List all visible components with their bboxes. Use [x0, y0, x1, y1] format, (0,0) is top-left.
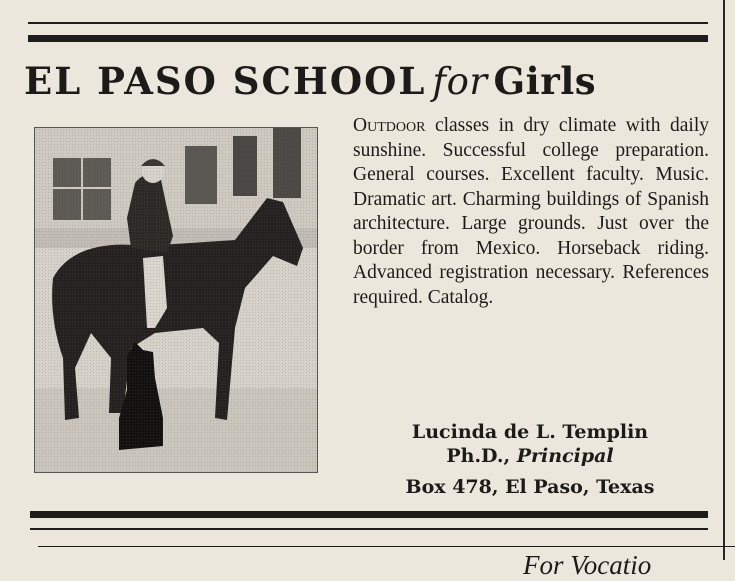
page-border-right — [723, 0, 725, 560]
top-thick-rule — [28, 35, 708, 42]
headline-for: for — [432, 60, 488, 103]
ad-body-text — [353, 114, 709, 310]
headline-school: EL PASO SCHOOL — [24, 59, 427, 103]
signatory-degree: Ph.D., — [446, 445, 511, 467]
lead-word: Outdoor — [353, 115, 426, 136]
bottom-thick-rule — [30, 511, 708, 518]
signatory-title — [345, 444, 715, 469]
signatory-role: Principal — [516, 445, 614, 467]
school-address: Box 478, El Paso, Texas — [405, 476, 655, 498]
top-thin-rule — [28, 22, 708, 24]
ad-headline — [24, 58, 714, 105]
headline-girls: Girls — [493, 59, 597, 103]
horse-rider-dog-photo — [34, 127, 318, 473]
section-divider — [38, 546, 735, 547]
next-ad-heading-partial: For Vocatio — [523, 550, 652, 580]
signatory-name: Lucinda de L. Templin — [411, 421, 649, 443]
bottom-thin-rule — [30, 528, 708, 530]
ad-body-rest: classes in dry climate with daily sunshine. Successful college preparation. General courses. Excellent faculty. Music. Dramatic art. Charming buildings of Spanish architecture. Large grounds. Just over the border from Mexico. Horseback riding. Advanced registration necessary. References required. Catalog. — [353, 115, 709, 308]
